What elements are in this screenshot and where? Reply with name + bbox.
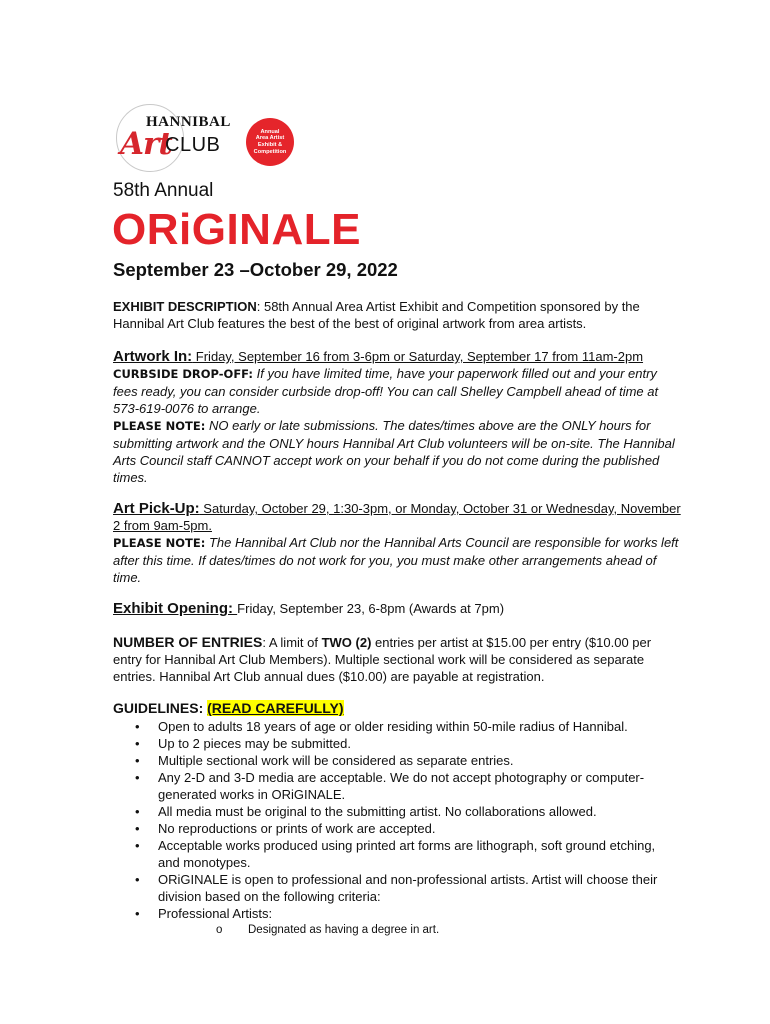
sub-bullet-icon: o [216, 924, 223, 936]
badge-line: Annual [260, 128, 280, 135]
exhibit-opening-section [113, 600, 683, 617]
exhibit-description [113, 298, 683, 332]
hannibal-art-club-logo [110, 100, 350, 180]
list-item-text: Multiple sectional work will be considered as separate entries. [158, 753, 514, 768]
logo-hannibal-text: HANNIBAL [146, 114, 231, 130]
sub-list-item [158, 922, 673, 939]
entries-text-b: entries per artist at $15.00 per entry ($10.00 per entry for Hannibal Art Club Members). Multiple sectional work will be considered as separate entries. Hannibal Art Club annual dues ($10.00) are payable at registration. [113, 635, 652, 684]
badge-line: Exhibit & [257, 142, 283, 148]
list-item [113, 871, 673, 905]
exhibit-badge [246, 118, 294, 166]
artwork-in-section [113, 348, 683, 486]
logo-art-text: Art [120, 126, 172, 162]
list-item [113, 769, 673, 803]
list-item [113, 752, 673, 769]
list-item-text: No reproductions or prints of work are accepted. [158, 821, 436, 836]
please-note-text: NO early or late submissions. The dates/times above are the ONLY hours for submitting artwork and the ONLY hours Hannibal Art Club volunteers will be on-site. The Hannibal Arts Council staff CANNOT accept work on your behalf if you do not come during the published times. [113, 418, 675, 485]
bullet-icon: • [135, 736, 140, 751]
bullet-icon: • [135, 821, 140, 836]
logo-club-text: CLUB [165, 134, 221, 156]
list-item [113, 718, 673, 735]
number-of-entries-section [113, 634, 683, 685]
badge-line: Area Artist [255, 135, 285, 142]
bullet-icon: • [135, 872, 140, 887]
list-item-text: Open to adults 18 years of age or older residing within 50-mile radius of Hannibal. [158, 719, 628, 734]
guidelines-heading [113, 700, 683, 717]
pickup-note-text: The Hannibal Art Club nor the Hannibal Arts Council are responsible for works left after this time. If dates/times do not work for you, you must make other arrangements ahead of time. [113, 535, 679, 585]
guidelines-list [113, 718, 673, 939]
exhibit-opening-text: Friday, September 23, 6-8pm (Awards at 7pm) [237, 601, 505, 616]
artwork-in-text: Friday, September 16 from 3-6pm or Saturday, September 17 from 11am-2pm [192, 349, 644, 364]
list-item [113, 803, 673, 820]
list-item [113, 837, 673, 871]
art-pickup-text: Saturday, October 29, 1:30-3pm, or Monday, October 31 or Wednesday, November 2 from 9am-5pm. [113, 501, 681, 533]
list-item-text: Professional Artists: [158, 906, 273, 921]
list-item [113, 735, 673, 752]
event-title: ORiGINALE [112, 205, 361, 254]
bullet-icon: • [135, 719, 140, 734]
list-item [113, 820, 673, 837]
entries-label: NUMBER OF ENTRIES [113, 634, 263, 650]
exhibit-opening-label: Exhibit Opening: [113, 600, 238, 617]
bullet-icon: • [135, 804, 140, 819]
curbside-label: CURBSIDE DROP-OFF: [113, 367, 253, 381]
entries-text-a: : A limit of [262, 635, 322, 650]
bullet-icon: • [135, 770, 140, 785]
sub-list-item-text: Designated as having a degree in art. [248, 924, 440, 936]
please-note-label: PLEASE NOTE: [113, 419, 206, 433]
list-item [113, 905, 673, 939]
art-pickup-section [113, 500, 683, 586]
art-pickup-label: Art Pick-Up: [113, 500, 200, 517]
list-item-text: Up to 2 pieces may be submitted. [158, 736, 351, 751]
bullet-icon: • [135, 753, 140, 768]
guidelines-label: GUIDELINES: [113, 700, 208, 716]
list-item-text: Acceptable works produced using printed art forms are lithograph, soft ground etching, and monotypes. [158, 838, 656, 870]
entries-limit: TWO (2) [321, 635, 372, 650]
annual-label: 58th Annual [113, 180, 214, 201]
list-item-text: ORiGINALE is open to professional and non-professional artists. Artist will choose their division based on the following criteria: [158, 872, 658, 904]
pickup-note-label: PLEASE NOTE: [113, 536, 206, 550]
exhibit-description-label: EXHIBIT DESCRIPTION [113, 299, 257, 314]
badge-line: Competition [253, 148, 287, 155]
list-item-text: Any 2-D and 3-D media are acceptable. We do not accept photography or computer-generated works in ORiGINALE. [158, 770, 645, 802]
read-carefully-highlight: (READ CAREFULLY) [207, 700, 344, 716]
list-item-text: All media must be original to the submitting artist. No collaborations allowed. [158, 804, 597, 819]
professional-criteria-list [158, 922, 673, 939]
bullet-icon: • [135, 906, 140, 921]
curbside-text: If you have limited time, have your paperwork filled out and your entry fees ready, you can consider curbside drop-off! You can call Shelley Campbell ahead of time at 573-619-0076 to arrange. [113, 366, 659, 416]
artwork-in-label: Artwork In: [113, 348, 193, 365]
event-dates: September 23 –October 29, 2022 [113, 259, 398, 280]
bullet-icon: • [135, 838, 140, 853]
exhibit-description-text: : 58th Annual Area Artist Exhibit and Competition sponsored by the Hannibal Art Club features the best of the best of original artwork from area artists. [113, 299, 640, 331]
